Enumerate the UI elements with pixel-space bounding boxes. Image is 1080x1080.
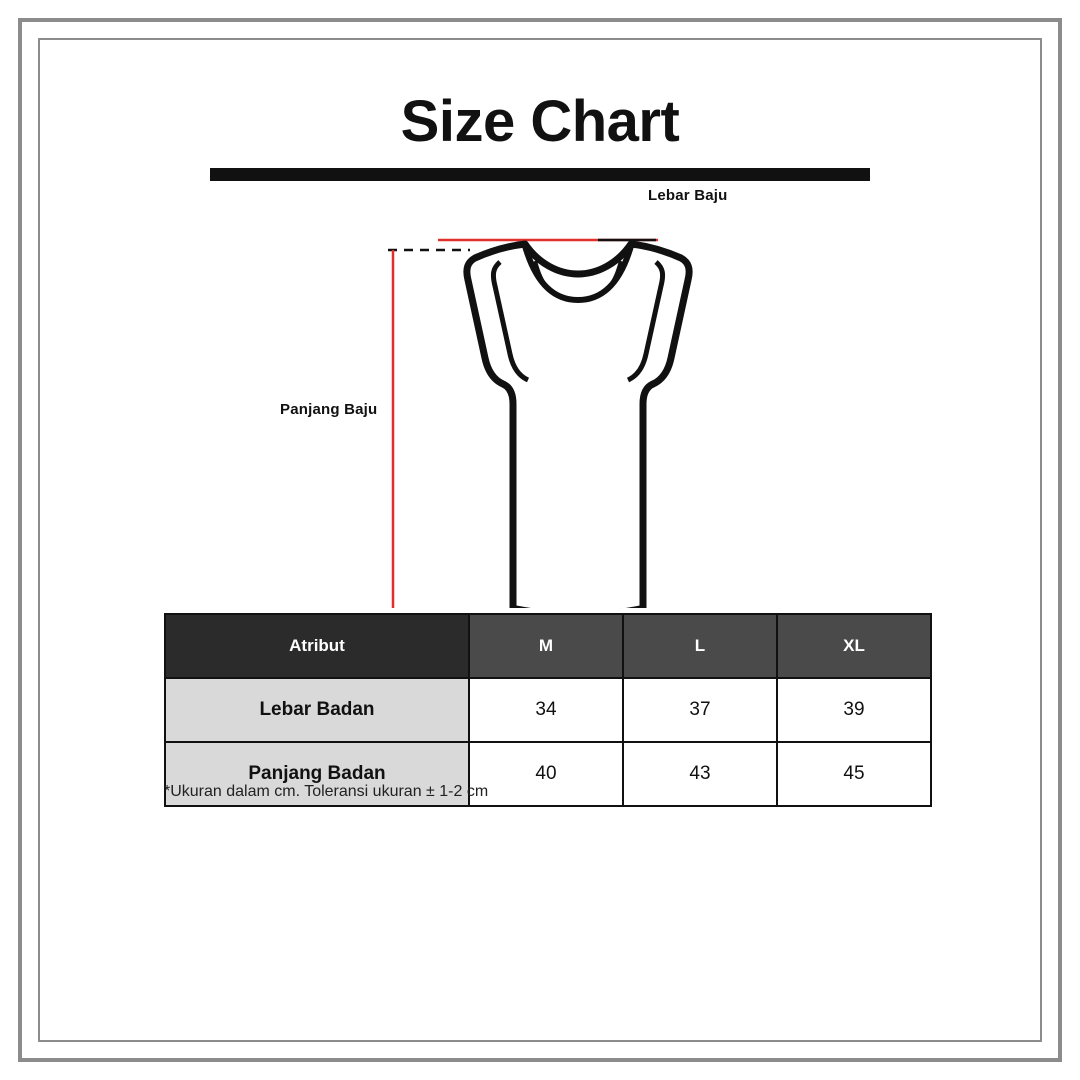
title-underline-rule	[210, 168, 870, 181]
label-panjang-baju: Panjang Baju	[280, 401, 378, 418]
cell-lebar-badan-m: 34	[469, 678, 623, 742]
row-label-panjang-badan: Panjang Badan	[165, 742, 469, 806]
row-label-lebar-badan: Lebar Badan	[165, 678, 469, 742]
column-header-xl: XL	[777, 614, 931, 678]
content-area	[38, 38, 1042, 1042]
cell-lebar-badan-xl: 39	[777, 678, 931, 742]
column-header-atribut: Atribut	[165, 614, 469, 678]
cell-panjang-badan-l: 43	[623, 742, 777, 806]
cell-panjang-badan-xl: 45	[777, 742, 931, 806]
size-table-head	[165, 614, 931, 678]
column-header-m: M	[469, 614, 623, 678]
table-row	[165, 678, 931, 742]
tank-top-illustration	[38, 188, 1042, 608]
measurement-note: *Ukuran dalam cm. Toleransi ukuran ± 1-2 cm	[164, 783, 489, 800]
size-table-wrapper	[164, 613, 914, 807]
table-header-row	[165, 614, 931, 678]
page-title: Size Chart	[400, 89, 680, 154]
size-table	[164, 613, 932, 807]
cell-panjang-badan-m: 40	[469, 742, 623, 806]
label-lebar-baju: Lebar Baju	[648, 187, 728, 204]
cell-lebar-badan-l: 37	[623, 678, 777, 742]
column-header-l: L	[623, 614, 777, 678]
